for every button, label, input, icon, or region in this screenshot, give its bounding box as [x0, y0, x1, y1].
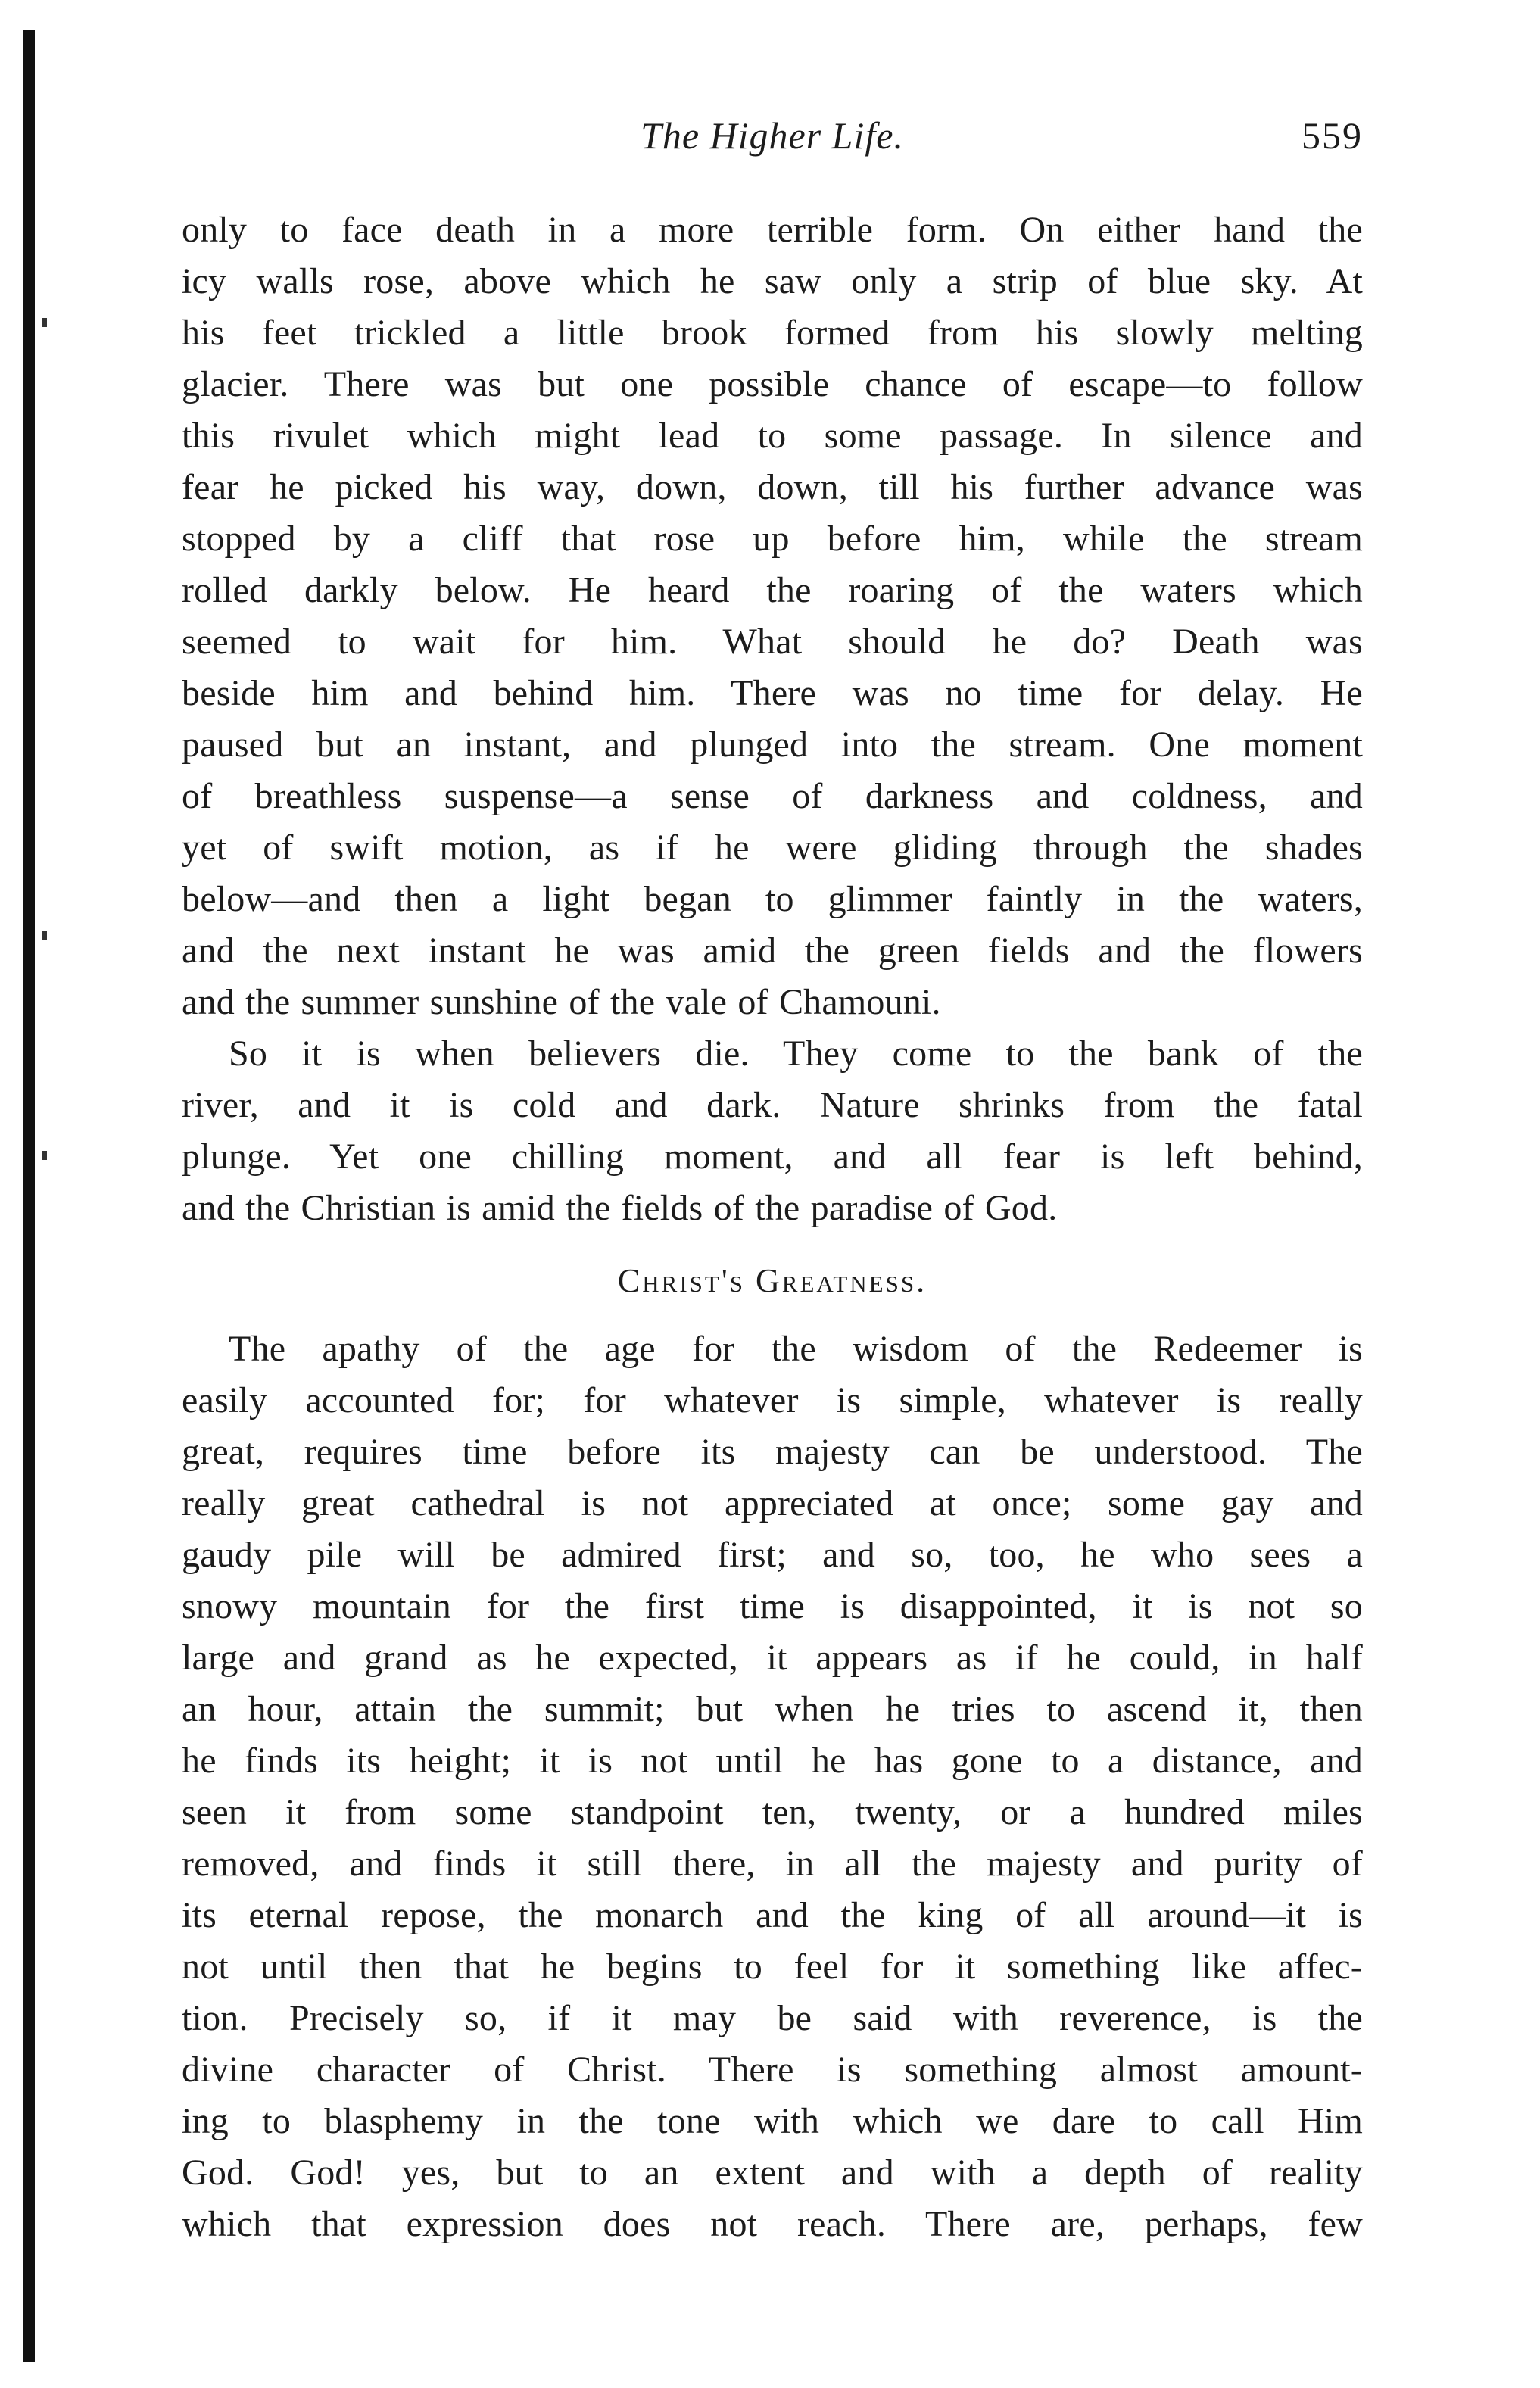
text-line: which that expression does not reach. There are, perhaps, few: [182, 2204, 1363, 2244]
text-line: its eternal repose, the monarch and the king of all around—it is: [182, 1895, 1363, 1935]
page-header: [182, 114, 1363, 174]
text-line: The apathy of the age for the wisdom of the Redeemer is: [229, 1329, 1363, 1369]
text-line: glacier. There was but one possible chance of escape—to follow: [182, 364, 1363, 404]
text-line: and the Christian is amid the fields of the paradise of God.: [182, 1188, 1058, 1228]
section-heading: Christ's Greatness.: [617, 1262, 927, 1299]
text-line: seen it from some standpoint ten, twenty, or a hundred miles: [182, 1792, 1363, 1832]
text-line: river, and it is cold and dark. Nature shrinks from the fatal: [182, 1085, 1363, 1125]
text-line: beside him and behind him. There was no time for delay. He: [182, 673, 1363, 713]
text-line: and the summer sunshine of the vale of Chamouni.: [182, 982, 941, 1022]
text-line: snowy mountain for the first time is disappointed, it is not so: [182, 1586, 1363, 1626]
text-line: fear he picked his way, down, down, till his further advance was: [182, 467, 1363, 507]
text-line: only to face death in a more terrible form. On either hand the: [182, 210, 1363, 250]
page-body: [182, 204, 1363, 2250]
text-line: icy walls rose, above which he saw only a strip of blue sky. At: [182, 261, 1363, 301]
text-line: great, requires time before its majesty can be understood. The: [182, 1432, 1363, 1472]
text-line: tion. Precisely so, if it may be said with reverence, is the: [182, 1998, 1363, 2038]
paragraph-continued: [182, 204, 1363, 1028]
running-title: The Higher Life.: [641, 114, 904, 157]
binding-speck: [42, 1151, 47, 1160]
text-line: an hour, attain the summit; but when he tries to ascend it, then: [182, 1689, 1363, 1729]
text-line: not until then that he begins to feel for it something like affec-: [182, 1947, 1363, 1987]
text-line: paused but an instant, and plunged into the stream. One moment: [182, 725, 1363, 765]
paragraph-believers: [182, 1028, 1363, 1234]
page-number: 559: [1302, 114, 1363, 157]
page-binding-edge: [23, 30, 35, 2362]
text-line: removed, and finds it still there, in all the majesty and purity of: [182, 1844, 1363, 1884]
text-line: seemed to wait for him. What should he do? Death was: [182, 622, 1363, 662]
text-line: rolled darkly below. He heard the roaring of the waters which: [182, 570, 1363, 610]
text-line: large and grand as he expected, it appears as if he could, in half: [182, 1638, 1363, 1678]
binding-speck: [42, 931, 47, 940]
text-line: stopped by a cliff that rose up before him, while the stream: [182, 519, 1363, 559]
text-line: So it is when believers die. They come to the bank of the: [229, 1033, 1363, 1074]
text-line: of breathless suspense—a sense of darkness and coldness, and: [182, 776, 1363, 816]
paragraph-apathy: [182, 1323, 1363, 2250]
text-line: really great cathedral is not appreciated at once; some gay and: [182, 1483, 1363, 1523]
text-line: this rivulet which might lead to some passage. In silence and: [182, 416, 1363, 456]
binding-speck: [42, 318, 47, 327]
text-line: and the next instant he was amid the green fields and the flowers: [182, 931, 1363, 971]
text-line: gaudy pile will be admired first; and so, too, he who sees a: [182, 1535, 1363, 1575]
text-line: plunge. Yet one chilling moment, and all fear is left behind,: [182, 1136, 1363, 1177]
text-line: he finds its height; it is not until he has gone to a distance, and: [182, 1741, 1363, 1781]
text-line: yet of swift motion, as if he were gliding through the shades: [182, 828, 1363, 868]
text-line: below—and then a light began to glimmer faintly in the waters,: [182, 879, 1363, 919]
text-line: his feet trickled a little brook formed from his slowly melting: [182, 313, 1363, 353]
text-line: God. God! yes, but to an extent and with a depth of reality: [182, 2153, 1363, 2193]
text-line: divine character of Christ. There is something almost amount-: [182, 2050, 1363, 2090]
text-line: ing to blasphemy in the tone with which we dare to call Him: [182, 2101, 1363, 2141]
text-line: easily accounted for; for whatever is simple, whatever is really: [182, 1380, 1363, 1420]
